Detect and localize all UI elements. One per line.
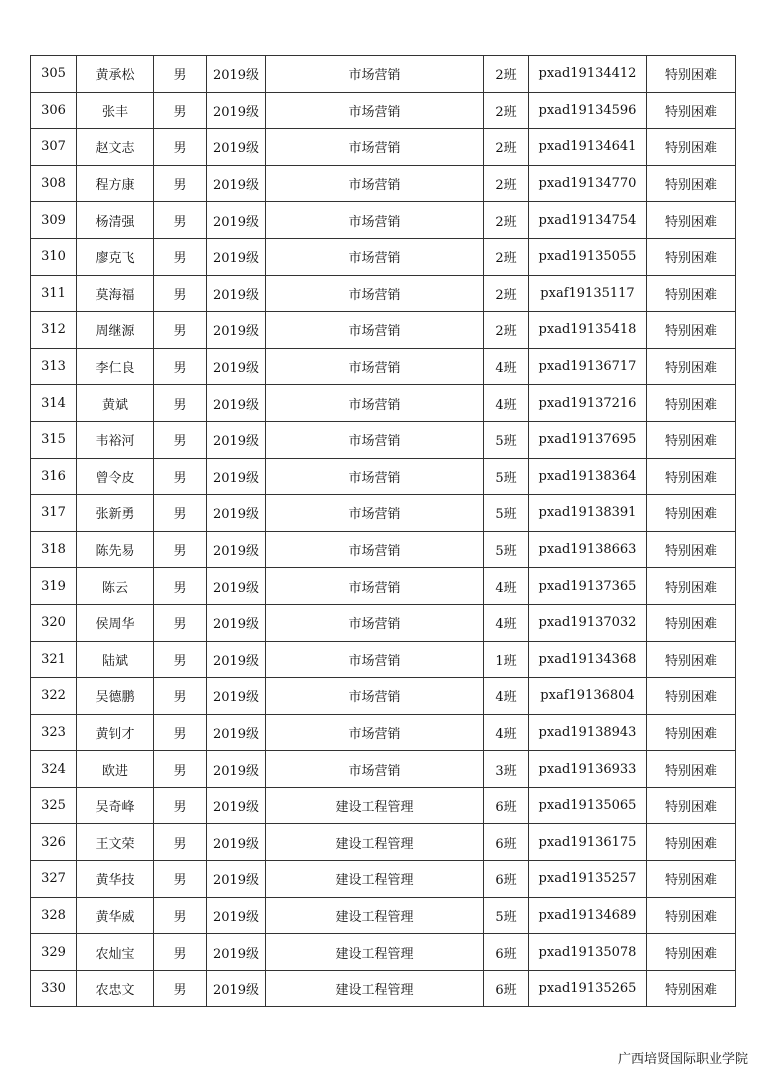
gender-cell: 男 [154, 787, 207, 824]
name-cell: 杨清强 [77, 202, 154, 239]
name-cell: 王文荣 [77, 824, 154, 861]
name-cell: 吴德鹏 [77, 678, 154, 715]
major-cell: 市场营销 [266, 238, 484, 275]
name-cell: 程方康 [77, 165, 154, 202]
class-cell: 2班 [484, 129, 529, 166]
table-row [31, 275, 736, 312]
row-number-cell: 325 [31, 787, 77, 824]
major-cell: 市场营销 [266, 56, 484, 93]
grade-cell: 2019级 [207, 202, 266, 239]
gender-cell: 男 [154, 678, 207, 715]
row-number-cell: 327 [31, 861, 77, 898]
student-id-cell: pxad19138663 [529, 531, 647, 568]
gender-cell: 男 [154, 641, 207, 678]
row-number-cell: 313 [31, 348, 77, 385]
grade-cell: 2019级 [207, 312, 266, 349]
gender-cell: 男 [154, 897, 207, 934]
table-row [31, 531, 736, 568]
student-id-cell: pxad19137216 [529, 385, 647, 422]
name-cell: 廖克飞 [77, 238, 154, 275]
class-cell: 5班 [484, 495, 529, 532]
grade-cell: 2019级 [207, 568, 266, 605]
class-cell: 1班 [484, 641, 529, 678]
student-id-cell: pxad19134368 [529, 641, 647, 678]
table-row [31, 641, 736, 678]
major-cell: 市场营销 [266, 531, 484, 568]
class-cell: 4班 [484, 348, 529, 385]
name-cell: 吴奇峰 [77, 787, 154, 824]
table-row [31, 751, 736, 788]
difficulty-level-cell: 特别困难 [647, 897, 736, 934]
major-cell: 建设工程管理 [266, 934, 484, 971]
class-cell: 2班 [484, 92, 529, 129]
gender-cell: 男 [154, 312, 207, 349]
major-cell: 市场营销 [266, 678, 484, 715]
grade-cell: 2019级 [207, 824, 266, 861]
class-cell: 4班 [484, 714, 529, 751]
grade-cell: 2019级 [207, 129, 266, 166]
institution-footer: 广西培贤国际职业学院 [617, 1052, 748, 1067]
class-cell: 4班 [484, 568, 529, 605]
major-cell: 建设工程管理 [266, 787, 484, 824]
difficulty-level-cell: 特别困难 [647, 275, 736, 312]
grade-cell: 2019级 [207, 751, 266, 788]
student-id-cell: pxad19134412 [529, 56, 647, 93]
difficulty-level-cell: 特别困难 [647, 751, 736, 788]
row-number-cell: 323 [31, 714, 77, 751]
grade-cell: 2019级 [207, 92, 266, 129]
difficulty-level-cell: 特别困难 [647, 312, 736, 349]
gender-cell: 男 [154, 129, 207, 166]
student-id-cell: pxad19134754 [529, 202, 647, 239]
student-id-cell: pxad19138364 [529, 458, 647, 495]
class-cell: 6班 [484, 934, 529, 971]
student-id-cell: pxad19134689 [529, 897, 647, 934]
class-cell: 5班 [484, 897, 529, 934]
difficulty-level-cell: 特别困难 [647, 129, 736, 166]
gender-cell: 男 [154, 275, 207, 312]
table-row [31, 897, 736, 934]
student-id-cell: pxad19135065 [529, 787, 647, 824]
major-cell: 市场营销 [266, 714, 484, 751]
major-cell: 建设工程管理 [266, 970, 484, 1007]
gender-cell: 男 [154, 824, 207, 861]
table-row [31, 348, 736, 385]
major-cell: 市场营销 [266, 92, 484, 129]
table-row [31, 787, 736, 824]
table-row [31, 56, 736, 93]
major-cell: 市场营销 [266, 312, 484, 349]
major-cell: 市场营销 [266, 421, 484, 458]
row-number-cell: 319 [31, 568, 77, 605]
row-number-cell: 330 [31, 970, 77, 1007]
grade-cell: 2019级 [207, 897, 266, 934]
gender-cell: 男 [154, 495, 207, 532]
major-cell: 市场营销 [266, 751, 484, 788]
grade-cell: 2019级 [207, 348, 266, 385]
difficulty-level-cell: 特别困难 [647, 495, 736, 532]
student-id-cell: pxaf19136804 [529, 678, 647, 715]
row-number-cell: 324 [31, 751, 77, 788]
class-cell: 6班 [484, 970, 529, 1007]
grade-cell: 2019级 [207, 714, 266, 751]
name-cell: 赵文志 [77, 129, 154, 166]
row-number-cell: 307 [31, 129, 77, 166]
name-cell: 侯周华 [77, 604, 154, 641]
difficulty-level-cell: 特别困难 [647, 385, 736, 422]
major-cell: 建设工程管理 [266, 824, 484, 861]
gender-cell: 男 [154, 458, 207, 495]
major-cell: 市场营销 [266, 385, 484, 422]
table-row [31, 312, 736, 349]
difficulty-level-cell: 特别困难 [647, 604, 736, 641]
major-cell: 市场营销 [266, 165, 484, 202]
difficulty-level-cell: 特别困难 [647, 641, 736, 678]
name-cell: 陈云 [77, 568, 154, 605]
difficulty-level-cell: 特别困难 [647, 165, 736, 202]
student-id-cell: pxad19138391 [529, 495, 647, 532]
student-id-cell: pxad19136717 [529, 348, 647, 385]
student-id-cell: pxad19134641 [529, 129, 647, 166]
difficulty-level-cell: 特别困难 [647, 568, 736, 605]
difficulty-level-cell: 特别困难 [647, 861, 736, 898]
class-cell: 4班 [484, 678, 529, 715]
name-cell: 莫海福 [77, 275, 154, 312]
table-row [31, 129, 736, 166]
gender-cell: 男 [154, 385, 207, 422]
grade-cell: 2019级 [207, 56, 266, 93]
row-number-cell: 315 [31, 421, 77, 458]
student-id-cell: pxad19136175 [529, 824, 647, 861]
difficulty-level-cell: 特别困难 [647, 678, 736, 715]
row-number-cell: 318 [31, 531, 77, 568]
row-number-cell: 305 [31, 56, 77, 93]
name-cell: 农灿宝 [77, 934, 154, 971]
difficulty-level-cell: 特别困难 [647, 714, 736, 751]
row-number-cell: 310 [31, 238, 77, 275]
table-row [31, 824, 736, 861]
major-cell: 市场营销 [266, 275, 484, 312]
difficulty-level-cell: 特别困难 [647, 787, 736, 824]
table-row [31, 861, 736, 898]
class-cell: 2班 [484, 275, 529, 312]
student-id-cell: pxad19138943 [529, 714, 647, 751]
row-number-cell: 321 [31, 641, 77, 678]
major-cell: 市场营销 [266, 604, 484, 641]
gender-cell: 男 [154, 202, 207, 239]
row-number-cell: 311 [31, 275, 77, 312]
major-cell: 市场营销 [266, 202, 484, 239]
difficulty-level-cell: 特别困难 [647, 348, 736, 385]
class-cell: 5班 [484, 458, 529, 495]
student-id-cell: pxad19135265 [529, 970, 647, 1007]
name-cell: 李仁良 [77, 348, 154, 385]
difficulty-level-cell: 特别困难 [647, 458, 736, 495]
major-cell: 市场营销 [266, 495, 484, 532]
table-row [31, 202, 736, 239]
table-row [31, 165, 736, 202]
table-row [31, 458, 736, 495]
class-cell: 4班 [484, 604, 529, 641]
difficulty-level-cell: 特别困难 [647, 202, 736, 239]
major-cell: 市场营销 [266, 348, 484, 385]
table-row [31, 604, 736, 641]
gender-cell: 男 [154, 531, 207, 568]
grade-cell: 2019级 [207, 678, 266, 715]
student-id-cell: pxad19134770 [529, 165, 647, 202]
class-cell: 2班 [484, 202, 529, 239]
grade-cell: 2019级 [207, 970, 266, 1007]
name-cell: 欧进 [77, 751, 154, 788]
gender-cell: 男 [154, 568, 207, 605]
name-cell: 黄钊才 [77, 714, 154, 751]
student-id-cell: pxad19137032 [529, 604, 647, 641]
class-cell: 2班 [484, 165, 529, 202]
student-id-cell: pxad19135418 [529, 312, 647, 349]
name-cell: 农忠文 [77, 970, 154, 1007]
row-number-cell: 326 [31, 824, 77, 861]
difficulty-level-cell: 特别困难 [647, 934, 736, 971]
class-cell: 6班 [484, 787, 529, 824]
student-id-cell: pxad19137695 [529, 421, 647, 458]
row-number-cell: 314 [31, 385, 77, 422]
major-cell: 市场营销 [266, 568, 484, 605]
class-cell: 5班 [484, 421, 529, 458]
grade-cell: 2019级 [207, 641, 266, 678]
class-cell: 2班 [484, 238, 529, 275]
gender-cell: 男 [154, 861, 207, 898]
gender-cell: 男 [154, 751, 207, 788]
name-cell: 曾令皮 [77, 458, 154, 495]
student-id-cell: pxad19137365 [529, 568, 647, 605]
class-cell: 5班 [484, 531, 529, 568]
table-row [31, 238, 736, 275]
grade-cell: 2019级 [207, 934, 266, 971]
difficulty-level-cell: 特别困难 [647, 238, 736, 275]
table-row [31, 568, 736, 605]
grade-cell: 2019级 [207, 385, 266, 422]
row-number-cell: 329 [31, 934, 77, 971]
major-cell: 建设工程管理 [266, 861, 484, 898]
gender-cell: 男 [154, 714, 207, 751]
gender-cell: 男 [154, 56, 207, 93]
class-cell: 3班 [484, 751, 529, 788]
row-number-cell: 322 [31, 678, 77, 715]
gender-cell: 男 [154, 970, 207, 1007]
row-number-cell: 317 [31, 495, 77, 532]
grade-cell: 2019级 [207, 531, 266, 568]
name-cell: 陆斌 [77, 641, 154, 678]
student-id-cell: pxad19135257 [529, 861, 647, 898]
class-cell: 2班 [484, 56, 529, 93]
student-id-cell: pxad19136933 [529, 751, 647, 788]
table-row [31, 970, 736, 1007]
gender-cell: 男 [154, 165, 207, 202]
name-cell: 张丰 [77, 92, 154, 129]
gender-cell: 男 [154, 934, 207, 971]
row-number-cell: 316 [31, 458, 77, 495]
student-id-cell: pxad19134596 [529, 92, 647, 129]
difficulty-level-cell: 特别困难 [647, 56, 736, 93]
name-cell: 韦裕河 [77, 421, 154, 458]
gender-cell: 男 [154, 238, 207, 275]
row-number-cell: 328 [31, 897, 77, 934]
grade-cell: 2019级 [207, 275, 266, 312]
class-cell: 6班 [484, 861, 529, 898]
table-body [31, 56, 736, 1007]
grade-cell: 2019级 [207, 421, 266, 458]
name-cell: 周继源 [77, 312, 154, 349]
row-number-cell: 308 [31, 165, 77, 202]
major-cell: 市场营销 [266, 641, 484, 678]
difficulty-level-cell: 特别困难 [647, 92, 736, 129]
class-cell: 6班 [484, 824, 529, 861]
name-cell: 黄华技 [77, 861, 154, 898]
difficulty-level-cell: 特别困难 [647, 531, 736, 568]
major-cell: 市场营销 [266, 129, 484, 166]
grade-cell: 2019级 [207, 238, 266, 275]
row-number-cell: 309 [31, 202, 77, 239]
gender-cell: 男 [154, 604, 207, 641]
gender-cell: 男 [154, 421, 207, 458]
class-cell: 4班 [484, 385, 529, 422]
table-row [31, 714, 736, 751]
row-number-cell: 312 [31, 312, 77, 349]
student-id-cell: pxad19135055 [529, 238, 647, 275]
row-number-cell: 306 [31, 92, 77, 129]
student-id-cell: pxaf19135117 [529, 275, 647, 312]
difficulty-level-cell: 特别困难 [647, 421, 736, 458]
student-table [30, 55, 736, 1007]
class-cell: 2班 [484, 312, 529, 349]
name-cell: 黄华威 [77, 897, 154, 934]
table-row [31, 934, 736, 971]
difficulty-level-cell: 特别困难 [647, 970, 736, 1007]
table-row [31, 385, 736, 422]
name-cell: 黄承松 [77, 56, 154, 93]
difficulty-level-cell: 特别困难 [647, 824, 736, 861]
major-cell: 建设工程管理 [266, 897, 484, 934]
table-row [31, 421, 736, 458]
student-id-cell: pxad19135078 [529, 934, 647, 971]
table-row [31, 495, 736, 532]
name-cell: 黄斌 [77, 385, 154, 422]
grade-cell: 2019级 [207, 787, 266, 824]
grade-cell: 2019级 [207, 861, 266, 898]
row-number-cell: 320 [31, 604, 77, 641]
gender-cell: 男 [154, 92, 207, 129]
grade-cell: 2019级 [207, 458, 266, 495]
table-row [31, 92, 736, 129]
table-row [31, 678, 736, 715]
name-cell: 张新勇 [77, 495, 154, 532]
grade-cell: 2019级 [207, 495, 266, 532]
major-cell: 市场营销 [266, 458, 484, 495]
name-cell: 陈先易 [77, 531, 154, 568]
grade-cell: 2019级 [207, 604, 266, 641]
grade-cell: 2019级 [207, 165, 266, 202]
gender-cell: 男 [154, 348, 207, 385]
